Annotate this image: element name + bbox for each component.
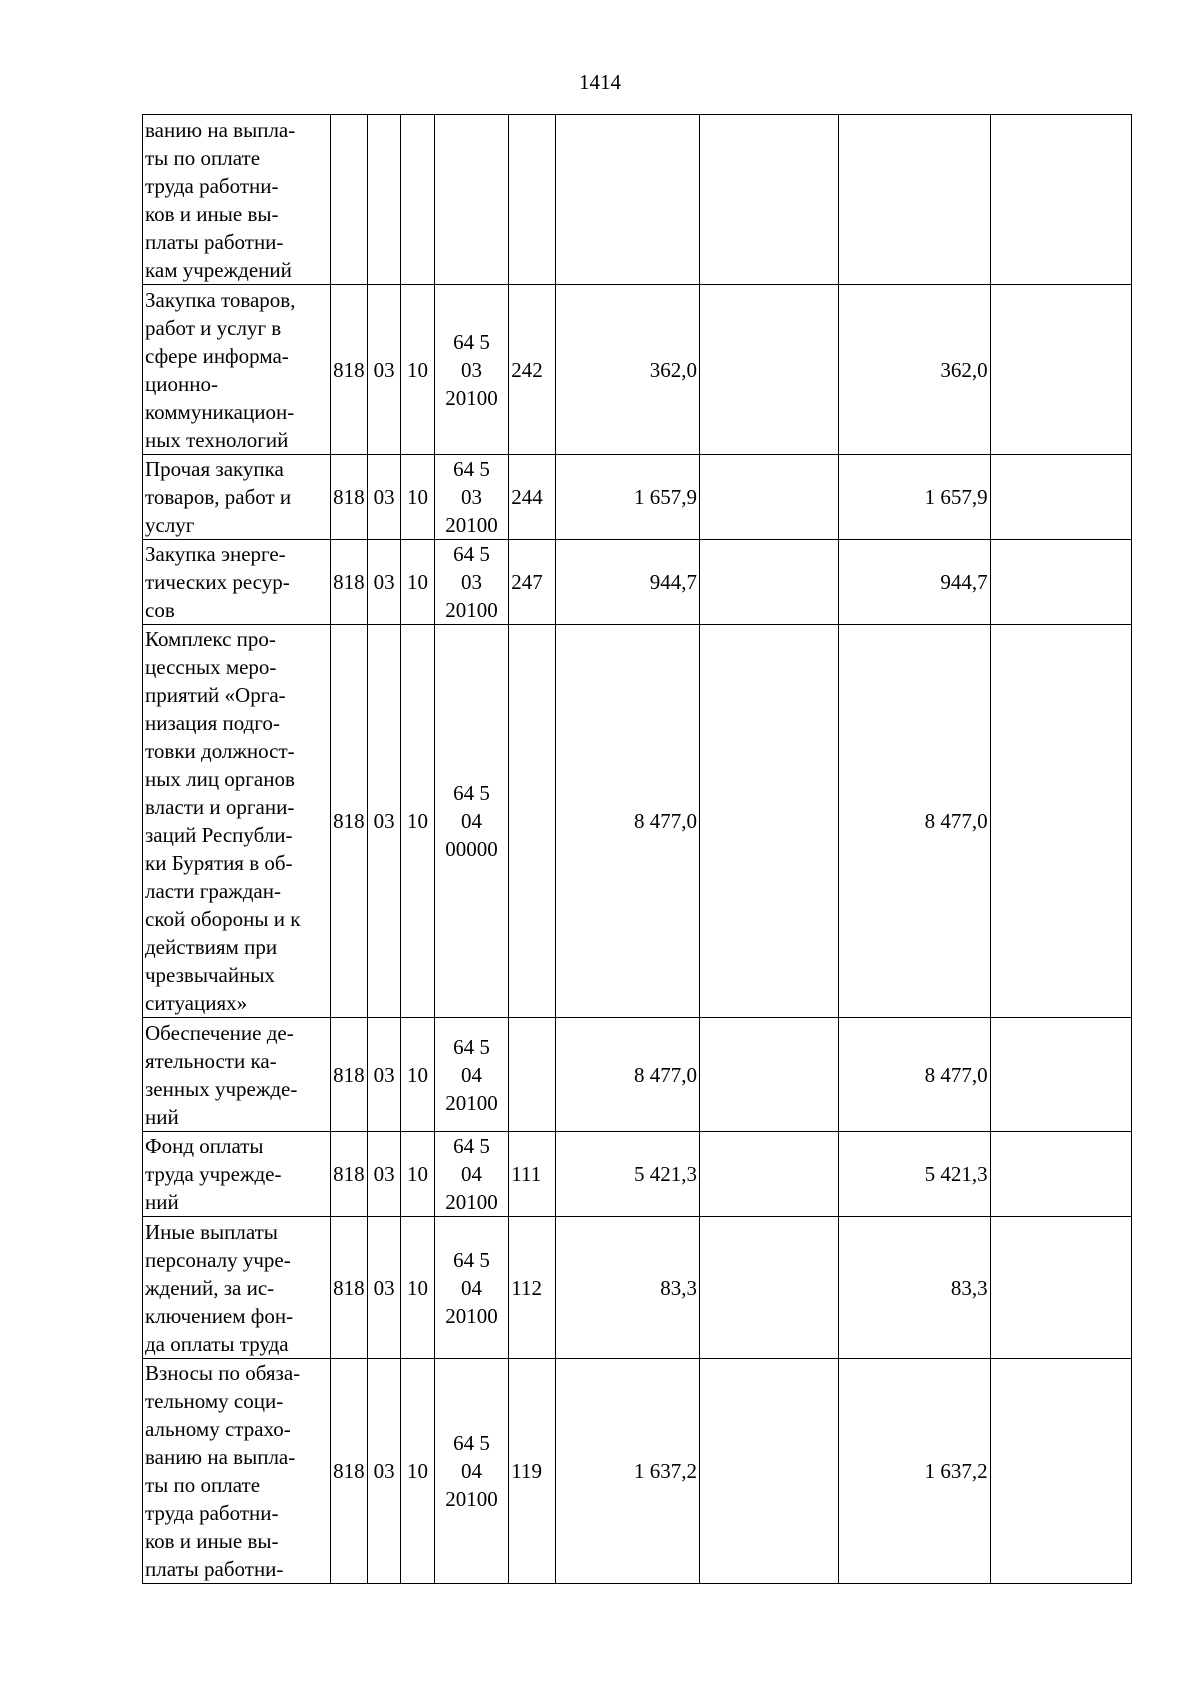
amount-total-cell — [839, 115, 990, 285]
row-name-line: ных технологий — [145, 427, 289, 452]
row-name-line: действиям при — [145, 935, 278, 959]
row-name-line: власти и органи- — [145, 795, 295, 819]
section-code-cell: 03 — [368, 1359, 401, 1584]
row-name-line: платы работни- — [145, 229, 284, 254]
row-name-line: ситуациях» — [145, 991, 248, 1015]
ministry-code-cell — [330, 115, 367, 285]
empty-cell — [700, 455, 839, 540]
table-body — [143, 115, 1132, 1584]
section-code-cell: 03 — [368, 540, 401, 625]
empty-cell — [990, 115, 1131, 285]
table-row — [143, 1359, 1132, 1584]
row-name-cell — [143, 1132, 331, 1217]
target-article-cell — [434, 1132, 509, 1217]
section-code-cell: 03 — [368, 1132, 401, 1217]
row-name-line: Прочая закупка — [145, 457, 284, 481]
amount-cell: 944,7 — [555, 540, 699, 625]
expense-type-cell: 247 — [509, 540, 555, 625]
table-row — [143, 540, 1132, 625]
row-name-cell — [143, 540, 331, 625]
row-name-line: альному страхо- — [145, 1417, 291, 1441]
row-name-line: товки должност- — [145, 739, 295, 763]
budget-table — [142, 114, 1132, 1584]
row-name-line: ты по оплате — [145, 1473, 261, 1497]
row-name-line: услуг — [145, 513, 195, 537]
target-article-cell — [434, 625, 509, 1018]
row-name-line: ванию на выпла- — [145, 1445, 296, 1469]
row-name-line: труда работни- — [145, 173, 279, 198]
row-name-line: ний — [145, 1104, 179, 1129]
row-name-line: персоналу учре- — [145, 1247, 291, 1272]
row-name-line: товаров, работ и — [145, 485, 292, 509]
empty-cell — [990, 455, 1131, 540]
row-name-line: тельному соци- — [145, 1389, 284, 1413]
row-name-line: коммуникацион- — [145, 399, 295, 424]
row-name-line: ласти граждан- — [145, 879, 281, 903]
row-name-cell — [143, 115, 331, 285]
row-name-line: Комплекс про- — [145, 627, 276, 651]
section-code-cell: 03 — [368, 285, 401, 455]
row-name-line: ключением фон- — [145, 1303, 294, 1328]
subsection-code-cell: 10 — [401, 455, 434, 540]
subsection-code-cell: 10 — [401, 1132, 434, 1217]
row-name-cell — [143, 625, 331, 1018]
row-name-line: приятий «Орга- — [145, 683, 286, 707]
amount-cell: 8 477,0 — [555, 625, 699, 1018]
expense-type-cell: 244 — [509, 455, 555, 540]
section-code-cell: 03 — [368, 625, 401, 1018]
row-name-line: зенных учрежде- — [145, 1076, 298, 1101]
amount-total-cell: 83,3 — [839, 1217, 990, 1359]
amount-total-cell: 5 421,3 — [839, 1132, 990, 1217]
ministry-code-cell: 818 — [330, 625, 367, 1018]
row-name-line: кам учреждений — [145, 257, 292, 282]
row-name-line: ской обороны и к — [145, 907, 301, 931]
amount-total-cell: 1 637,2 — [839, 1359, 990, 1584]
amount-total-cell: 362,0 — [839, 285, 990, 455]
subsection-code-cell: 10 — [401, 1359, 434, 1584]
row-name-cell — [143, 1359, 331, 1584]
row-name-line: ты по оплате — [145, 145, 261, 170]
page-number: 1414 — [579, 70, 621, 94]
empty-cell — [700, 285, 839, 455]
expense-type-cell: 242 — [509, 285, 555, 455]
empty-cell — [990, 1359, 1131, 1584]
row-name-line: ванию на выпла- — [145, 117, 296, 142]
empty-cell — [700, 1217, 839, 1359]
amount-cell: 8 477,0 — [555, 1018, 699, 1132]
target-article-text: 64 5 04 20100 — [445, 1431, 498, 1511]
amount-cell: 1 637,2 — [555, 1359, 699, 1584]
target-article-text: 64 5 04 20100 — [445, 1134, 498, 1214]
section-code-cell: 03 — [368, 1018, 401, 1132]
row-name-line: ждений, за ис- — [145, 1275, 275, 1300]
empty-cell — [990, 1217, 1131, 1359]
table-row — [143, 455, 1132, 540]
target-article-text: 64 5 03 20100 — [445, 329, 498, 410]
table-row — [143, 1132, 1132, 1217]
row-name-cell — [143, 1217, 331, 1359]
row-name-line: платы работни- — [145, 1557, 284, 1581]
section-code-cell: 03 — [368, 1217, 401, 1359]
empty-cell — [990, 1018, 1131, 1132]
ministry-code-cell: 818 — [330, 1217, 367, 1359]
table-row — [143, 115, 1132, 285]
empty-cell — [700, 540, 839, 625]
row-name-cell — [143, 1018, 331, 1132]
subsection-code-cell: 10 — [401, 625, 434, 1018]
row-name-line: ционно- — [145, 371, 218, 396]
target-article-text: 64 5 03 20100 — [445, 457, 498, 537]
ministry-code-cell: 818 — [330, 540, 367, 625]
section-code-cell — [368, 115, 401, 285]
row-name-line: ков и иные вы- — [145, 1529, 279, 1553]
amount-cell: 1 657,9 — [555, 455, 699, 540]
row-name-line: Обеспечение де- — [145, 1020, 294, 1045]
row-name-line: ных лиц органов — [145, 767, 295, 791]
expense-type-cell — [509, 115, 555, 285]
subsection-code-cell: 10 — [401, 540, 434, 625]
target-article-cell — [434, 285, 509, 455]
target-article-text: 64 5 03 20100 — [445, 542, 498, 622]
row-name-line: ятельности ка- — [145, 1048, 277, 1073]
subsection-code-cell: 10 — [401, 1018, 434, 1132]
row-name-cell — [143, 455, 331, 540]
empty-cell — [700, 1132, 839, 1217]
section-code-cell: 03 — [368, 455, 401, 540]
row-name-line: низация подго- — [145, 711, 280, 735]
target-article-cell — [434, 540, 509, 625]
target-article-cell — [434, 1359, 509, 1584]
row-name-cell — [143, 285, 331, 455]
row-name-line: чрезвычайных — [145, 963, 275, 987]
ministry-code-cell: 818 — [330, 1018, 367, 1132]
target-article-cell — [434, 455, 509, 540]
row-name-line: работ и услуг в — [145, 315, 282, 340]
target-article-cell — [434, 1018, 509, 1132]
ministry-code-cell: 818 — [330, 455, 367, 540]
empty-cell — [990, 540, 1131, 625]
row-name-line: сфере информа- — [145, 343, 289, 368]
expense-type-cell: 112 — [509, 1217, 555, 1359]
empty-cell — [990, 625, 1131, 1018]
empty-cell — [700, 1359, 839, 1584]
row-name-line: Закупка энерге- — [145, 542, 286, 566]
ministry-code-cell: 818 — [330, 285, 367, 455]
table-row — [143, 1018, 1132, 1132]
row-name-line: Фонд оплаты — [145, 1134, 264, 1158]
row-name-line: труда учрежде- — [145, 1162, 282, 1186]
amount-total-cell: 8 477,0 — [839, 1018, 990, 1132]
table-row — [143, 625, 1132, 1018]
table-row — [143, 1217, 1132, 1359]
row-name-line: заций Республи- — [145, 823, 293, 847]
row-name-line: ний — [145, 1190, 179, 1214]
row-name-line: цессных меро- — [145, 655, 277, 679]
amount-cell: 5 421,3 — [555, 1132, 699, 1217]
row-name-line: тических ресур- — [145, 570, 290, 594]
empty-cell — [700, 625, 839, 1018]
expense-type-cell: 111 — [509, 1132, 555, 1217]
row-name-line: Закупка товаров, — [145, 287, 296, 312]
amount-cell: 362,0 — [555, 285, 699, 455]
row-name-line: ки Бурятия в об- — [145, 851, 293, 875]
table-row — [143, 285, 1132, 455]
amount-total-cell: 944,7 — [839, 540, 990, 625]
target-article-cell — [434, 1217, 509, 1359]
empty-cell — [990, 1132, 1131, 1217]
row-name-line: ков и иные вы- — [145, 201, 279, 226]
row-name-line: да оплаты труда — [145, 1331, 289, 1356]
target-article-text: 64 5 04 20100 — [445, 1034, 498, 1115]
ministry-code-cell: 818 — [330, 1359, 367, 1584]
expense-type-cell — [509, 1018, 555, 1132]
row-name-line: сов — [145, 598, 175, 622]
amount-cell — [555, 115, 699, 285]
subsection-code-cell: 10 — [401, 1217, 434, 1359]
subsection-code-cell: 10 — [401, 285, 434, 455]
empty-cell — [700, 1018, 839, 1132]
target-article-cell — [434, 115, 509, 285]
subsection-code-cell — [401, 115, 434, 285]
target-article-text: 64 5 04 20100 — [445, 1247, 498, 1328]
ministry-code-cell: 818 — [330, 1132, 367, 1217]
row-name-line: Иные выплаты — [145, 1219, 278, 1244]
empty-cell — [990, 285, 1131, 455]
row-name-line: труда работни- — [145, 1501, 279, 1525]
row-name-line: Взносы по обяза- — [145, 1361, 301, 1385]
amount-total-cell: 1 657,9 — [839, 455, 990, 540]
amount-cell: 83,3 — [555, 1217, 699, 1359]
empty-cell — [700, 115, 839, 285]
amount-total-cell: 8 477,0 — [839, 625, 990, 1018]
expense-type-cell — [509, 625, 555, 1018]
expense-type-cell: 119 — [509, 1359, 555, 1584]
target-article-text: 64 5 04 00000 — [445, 781, 498, 861]
